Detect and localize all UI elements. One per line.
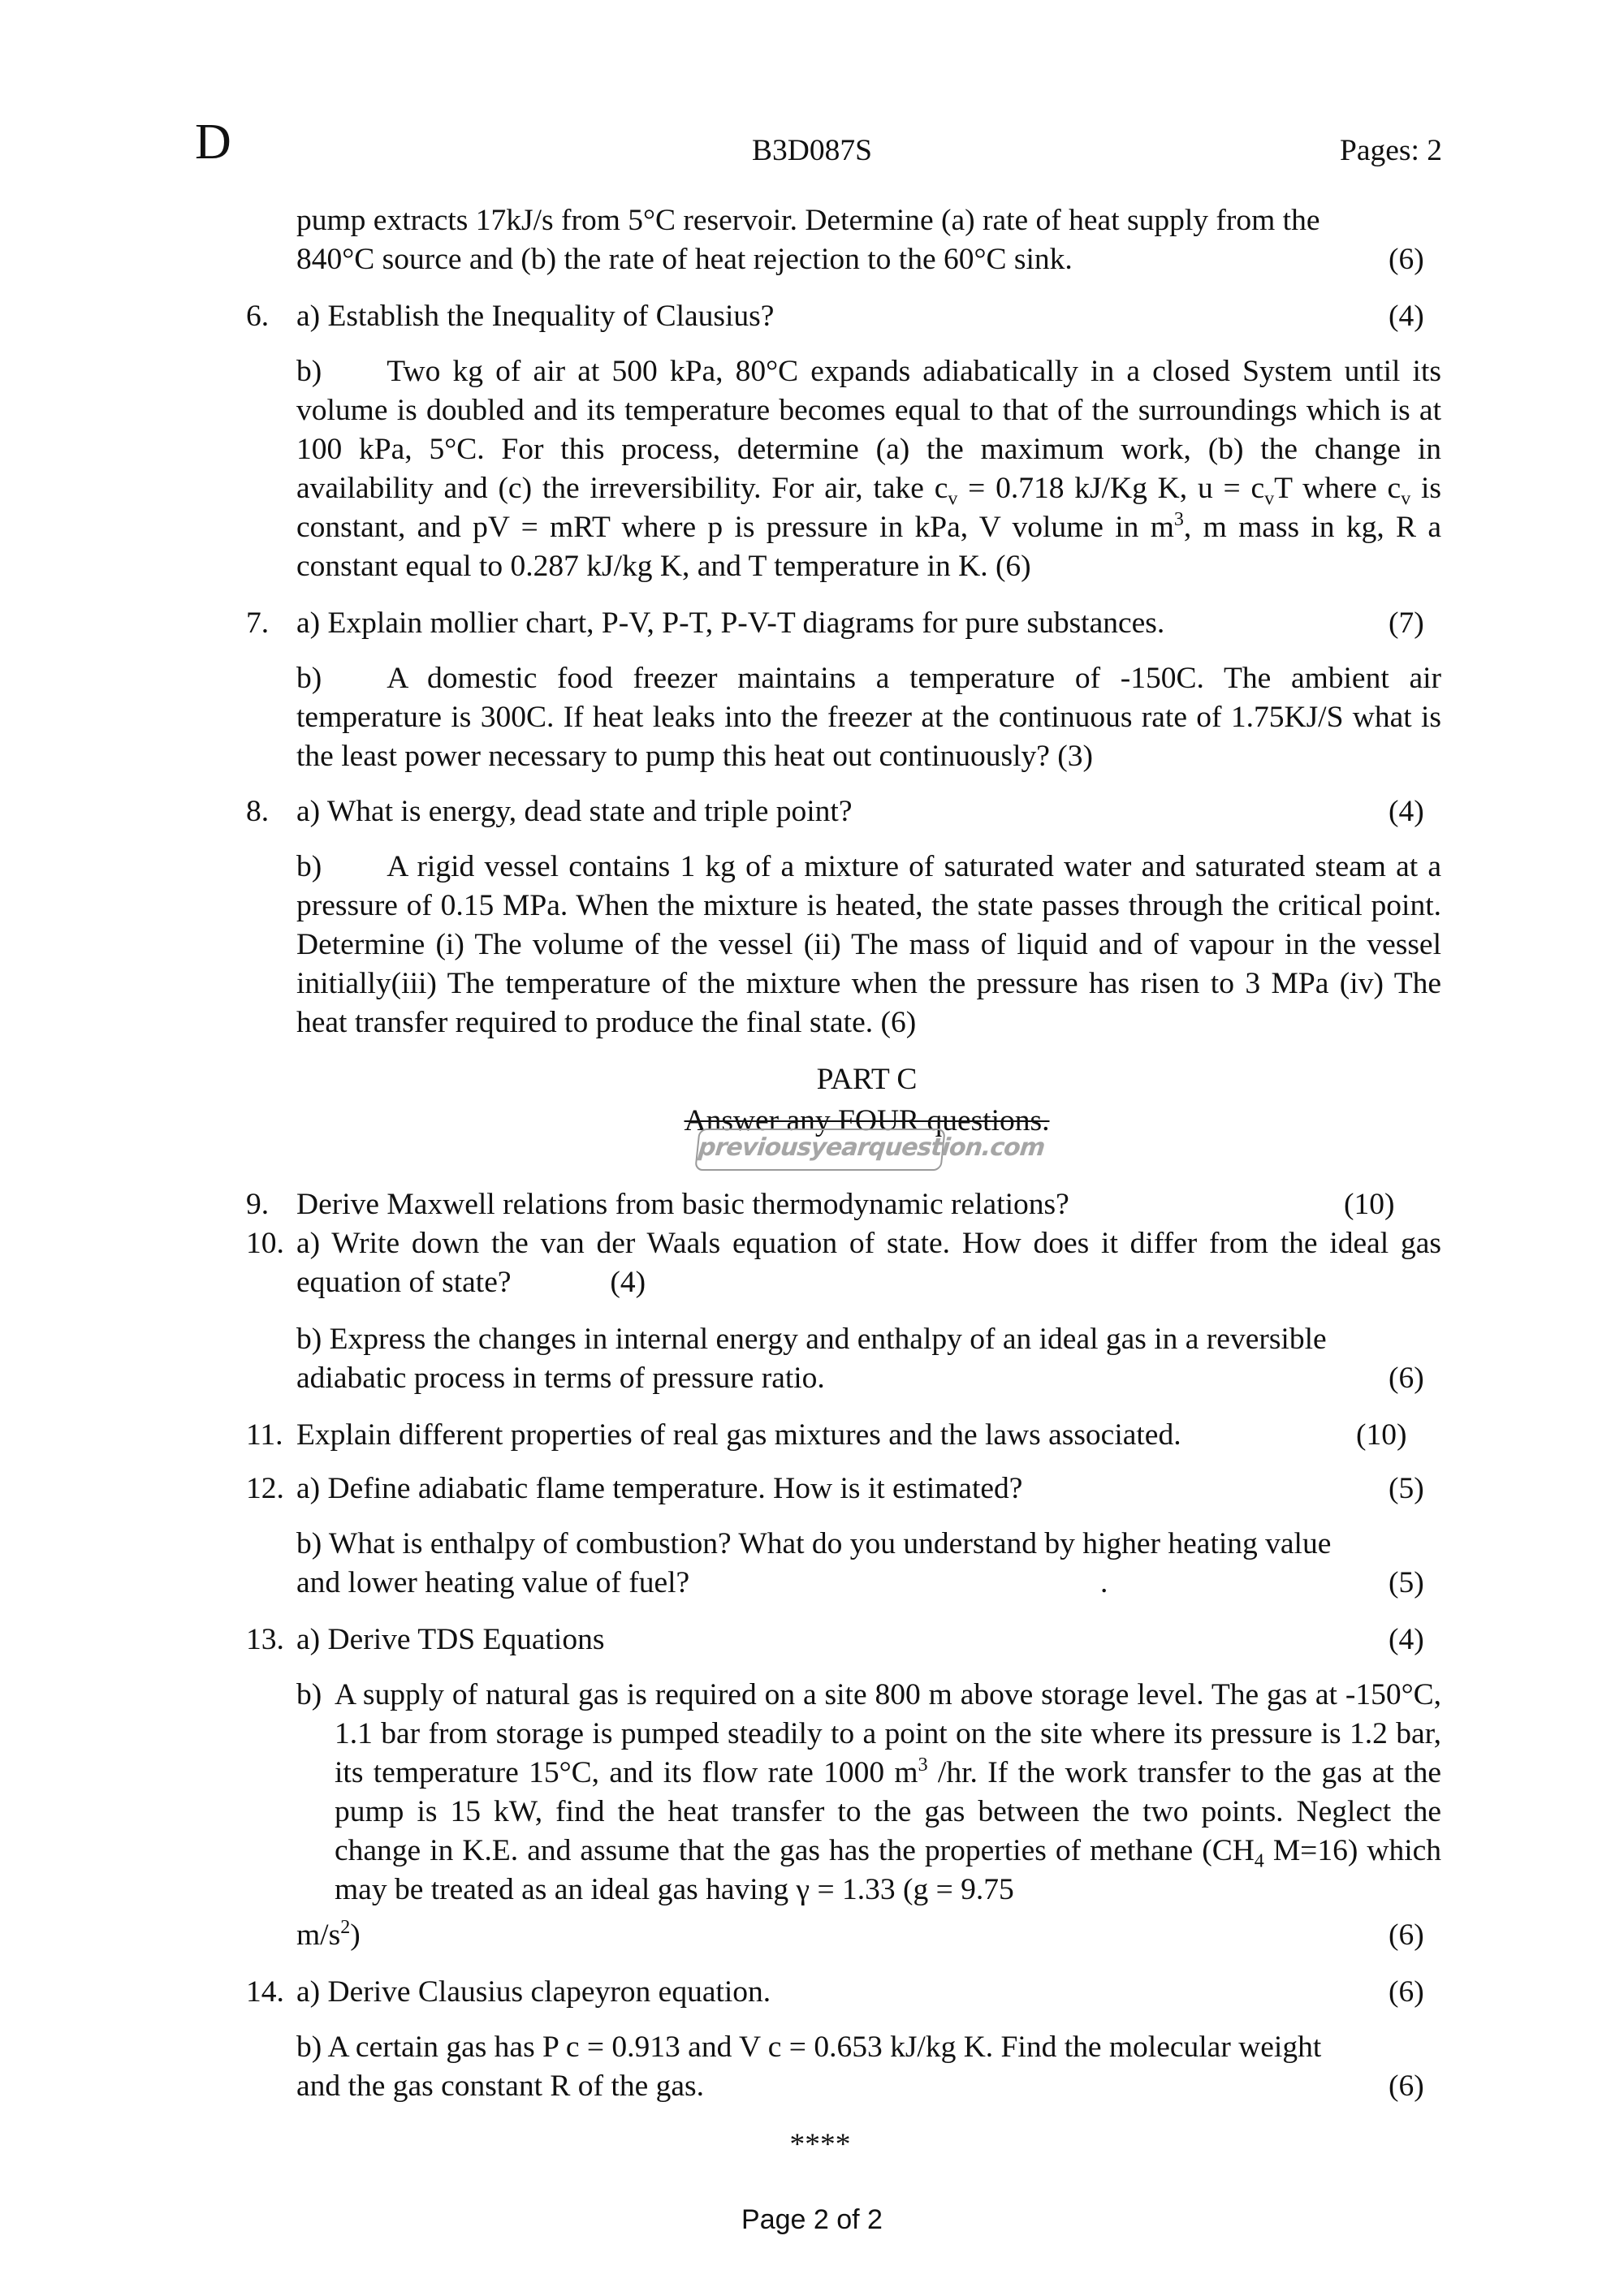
q13b-label: b) [296,1678,322,1711]
q14a-text: a) Derive Clausius clapeyron equation. [296,1975,771,2009]
q13b-last-line: $m/s^2$) [296,1917,361,1952]
q8a-marks: (4) [1389,795,1424,828]
q7b-text: b) A domestic food freezer maintains a temperature of -150C. The ambient air temperature is 300C. If heat leaks into the freezer at the continuous rate of 1.75KJ/S what is the least power necessary to pump this heat out continuously? (3) [296,662,1441,773]
page-footer: Page 2 of 2 [741,2204,883,2235]
q9-text: Derive Maxwell relations from basic thermodynamic relations? [296,1188,1069,1221]
q13b-text: A supply of natural gas is required on a site 800 m above storage level. The gas at -150°C, 1.1 bar from storage is pumped steadily to a point on the site where its pressure is 1.2 bar, its temperature 15°C, and its flow rate 1000 $m^3$ /hr. If the work transfer to the gas at the pump is 15 kW, find the heat transfer to the gas between the two points. Neglect the change in K.E. and assume that the gas has the properties of methane ($CH_4$ M=16) which may be treated as an ideal gas having γ = 1.33 (g = 9.75 [335,1678,1442,1906]
q12b-line1: b) What is enthalpy of combustion? What do you understand by higher heating value [296,1527,1332,1560]
q6a-marks: (4) [1389,300,1424,333]
q8a-text: a) What is energy, dead state and triple point? [296,795,853,828]
q5-line1: pump extracts 17kJ/s from 5°C reservoir. Determine (a) rate of heat supply from the [296,204,1320,237]
q7a-text: a) Explain mollier chart, P-V, P-T, P-V-T diagrams for pure substances. [296,606,1165,640]
q9-marks: (10) [1344,1188,1395,1221]
part-c-title: PART C [816,1063,918,1096]
q5-marks: (6) [1389,243,1424,276]
q14a-marks: (6) [1389,1975,1424,2009]
q6-number: 6. [246,300,270,333]
q5-line2: 840°C source and (b) the rate of heat rejection to the 60°C sink. [296,243,1073,276]
watermark-logo: previousyearquestion.com [694,1129,945,1171]
q13a-text: a) Derive TDS Equations [296,1623,605,1656]
q8-number: 8. [246,795,270,828]
q11-marks: (10) [1356,1418,1407,1452]
q10-number: 10. [246,1227,284,1260]
q14-number: 14. [246,1975,284,2009]
q14b-line1: b) A certain gas has P c = 0.913 and V c = 0.653 kJ/kg K. Find the molecular weight [296,2031,1322,2064]
q11-text: Explain different properties of real gas mixtures and the laws associated. [296,1418,1181,1452]
q12a-text: a) Define adiabatic flame temperature. How is it estimated? [296,1472,1023,1505]
q10b-text: b) Express the changes in internal energy and enthalpy of an ideal gas in a reversible adiabatic process in terms of pressure ratio. [296,1323,1327,1395]
q7-number: 7. [246,606,270,640]
part-c-instruction: Answer any FOUR questions. [684,1104,1050,1137]
q11-number: 11. [246,1418,283,1452]
q9-number: 9. [246,1188,270,1221]
q12b-marks: (5) [1389,1566,1424,1599]
q6b-text: b) Two kg of air at 500 kPa, 80°C expands adiabatically in a closed System until its volume is doubled and its temperature becomes equal to that of the surroundings which is at 100 kPa, 5°C. For this process, determine (a) the maximum work, (b) the change in availability and (c) the irreversibility. For air, take $c_v = 0.718$ kJ/Kg K, $u = c_vT$ where $c_v$ is constant, and pV = mRT where p is pressure in kPa, V volume in $m^3$, m mass in kg, R a constant equal to 0.287 kJ/kg K, and T temperature in K. (6) [296,355,1442,583]
q12b-dot: . [1100,1566,1108,1599]
q6a-text: a) Establish the Inequality of Clausius? [296,300,775,333]
q10a-text: a) Write down the van der Waals equation of state. How does it differ from the ideal gas equation of state? (4) [296,1227,1441,1299]
q13b-marks: (6) [1389,1918,1424,1952]
q12-number: 12. [246,1472,284,1505]
q10a-marks: (4) [610,1266,646,1299]
set-letter: D [195,114,231,170]
q7a-marks: (7) [1389,606,1424,640]
paper-code: B3D087S [752,134,872,167]
q14b-marks: (6) [1389,2069,1424,2103]
q12b-line2: and lower heating value of fuel? [296,1566,690,1599]
q10b-marks: (6) [1389,1362,1424,1395]
page-count: Pages: 2 [1340,134,1443,167]
q13a-marks: (4) [1389,1623,1424,1656]
end-mark: **** [789,2128,851,2161]
q13-number: 13. [246,1623,284,1656]
q8b-text: b) A rigid vessel contains 1 kg of a mixture of saturated water and saturated steam at a pressure of 0.15 MPa. When the mixture is heated, the state passes through the critical point. Determine (i) The volume of the vessel (ii) The mass of liquid and of vapour in the vessel initially(iii) The temperature of the mixture when the pressure has risen to 3 MPa (iv) The heat transfer required to produce the final state. (6) [296,850,1441,1039]
q14b-line2: and the gas constant R of the gas. [296,2069,704,2103]
q12a-marks: (5) [1389,1472,1424,1505]
